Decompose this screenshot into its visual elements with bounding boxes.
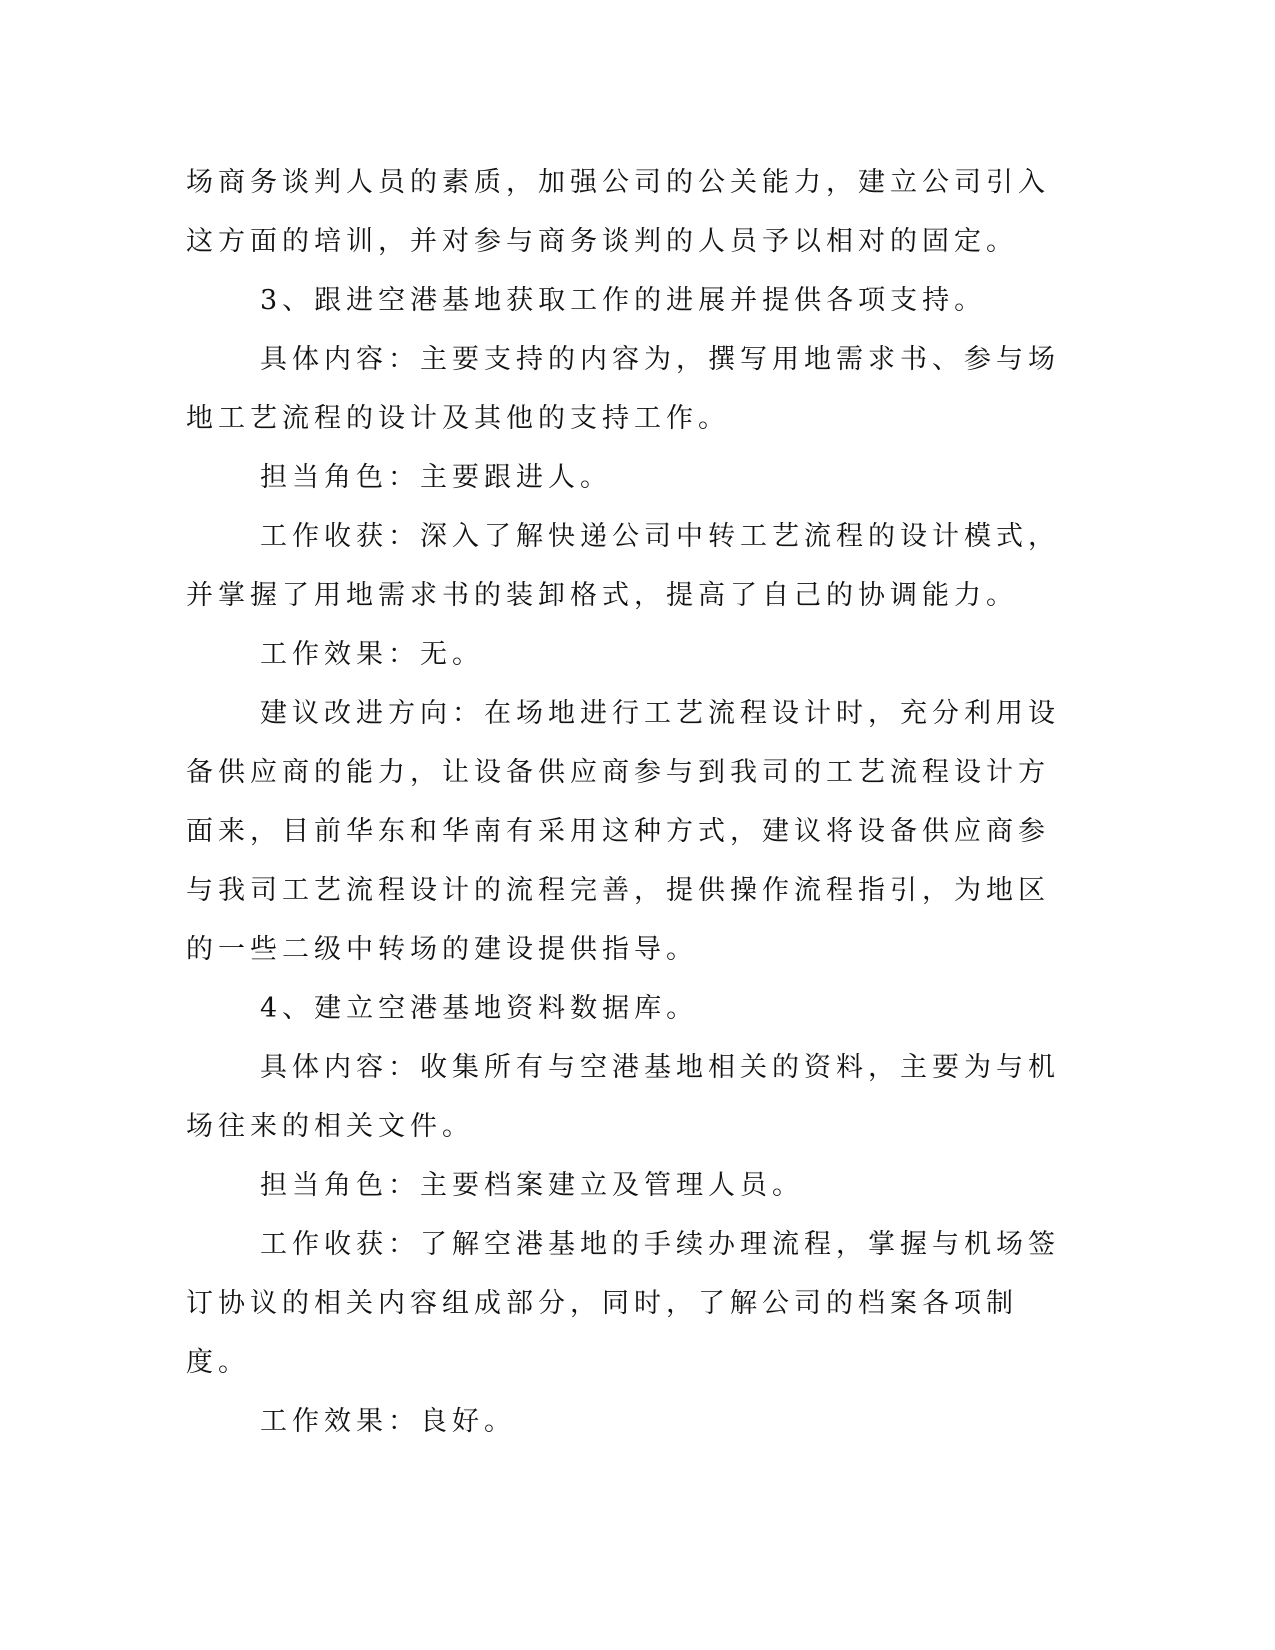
paragraph-item-4-heading: 4、建立空港基地资料数据库。 [260,993,699,1024]
paragraph-item-4-gains: 工作收获：了解空港基地的手续办理流程，掌握与机场签订协议的相关内容组成部分，同时，了解公司的档案各项制度。 [186,1229,1060,1378]
document-body [186,153,1066,1451]
paragraph-item-3-gains: 工作收获：深入了解快递公司中转工艺流程的设计模式，并掌握了用地需求书的装卸格式，提高了自己的协调能力。 [186,521,1060,611]
paragraph-item-3-result: 工作效果：无。 [260,639,484,670]
paragraph-item-4-result: 工作效果：良好。 [260,1406,516,1437]
paragraph-continuation: 场商务谈判人员的素质，加强公司的公关能力，建立公司引入这方面的培训，并对参与商务谈判的人员予以相对的固定。 [186,167,1050,257]
paragraph-item-3-heading: 3、跟进空港基地获取工作的进展并提供各项支持。 [260,285,987,316]
paragraph-item-3-suggestion: 建议改进方向：在场地进行工艺流程设计时，充分利用设备供应商的能力，让设备供应商参与到我司的工艺流程设计方面来，目前华东和华南有采用这种方式，建议将设备供应商参与我司工艺流程设计的流程完善，提供操作流程指引，为地区的一些二级中转场的建设提供指导。 [186,698,1060,965]
paragraph-item-4-role: 担当角色：主要档案建立及管理人员。 [260,1170,804,1201]
paragraph-item-4-content: 具体内容：收集所有与空港基地相关的资料，主要为与机场往来的相关文件。 [186,1052,1060,1142]
paragraph-item-3-role: 担当角色：主要跟进人。 [260,462,612,493]
paragraph-item-3-content: 具体内容：主要支持的内容为，撰写用地需求书、参与场地工艺流程的设计及其他的支持工作。 [186,344,1060,434]
